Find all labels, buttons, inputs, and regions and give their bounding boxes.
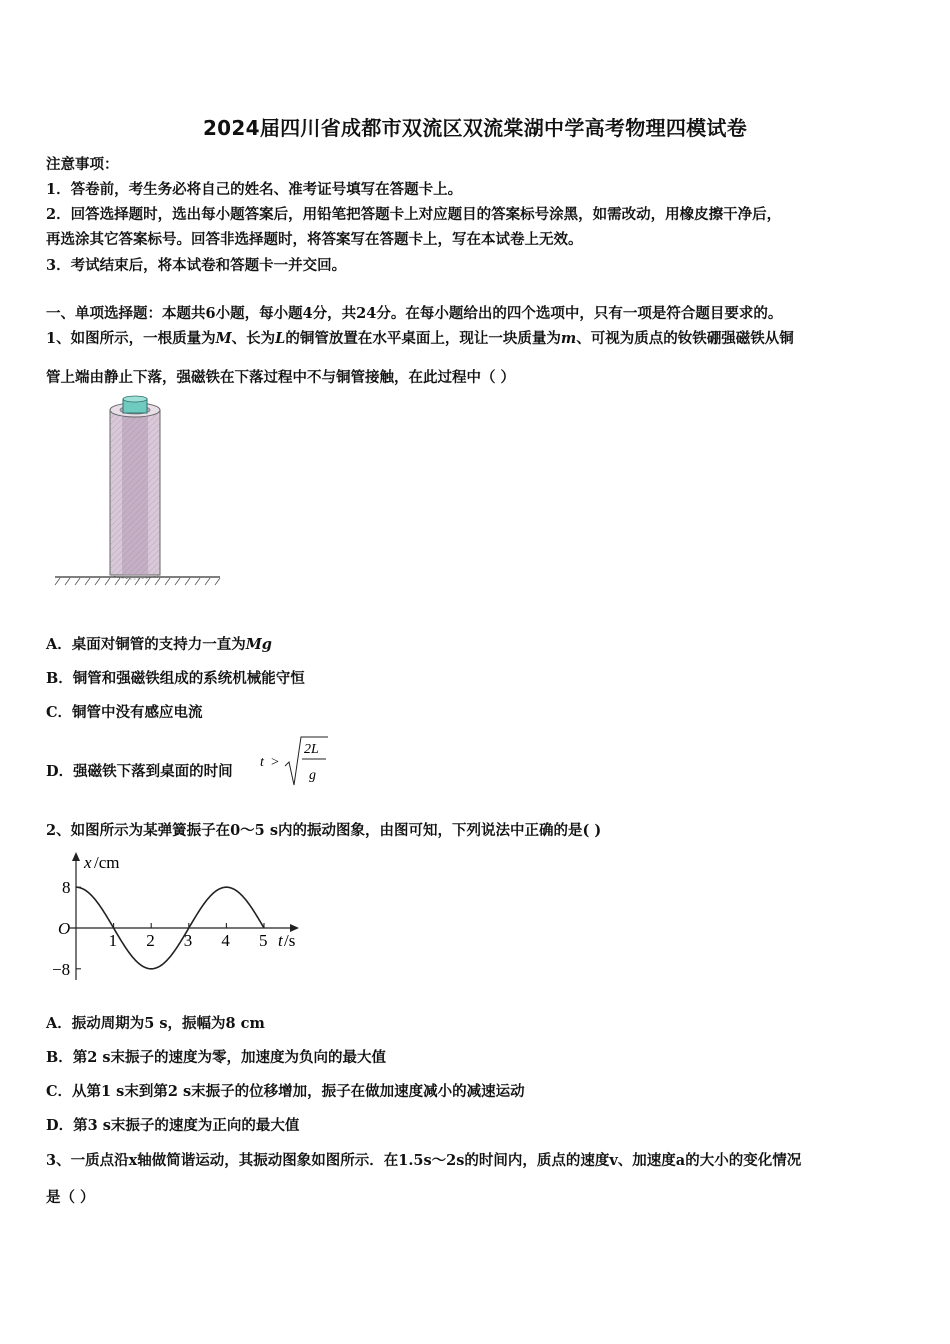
x-tick-label: 2	[146, 931, 155, 950]
notice-item-3: 3．考试结束后，将本试卷和答题卡一并交回。	[46, 257, 347, 274]
notice-item-2: 2．回答选择题时，选出每小题答案后，用铅笔把答题卡上对应题目的答案标号涂黑，如需改动，用橡皮擦干净后，	[46, 206, 782, 223]
y-axis-arrow	[72, 852, 80, 861]
x-tick-label: 3	[183, 931, 193, 950]
oscillation-chart	[40, 848, 315, 990]
y-axis-var: x	[84, 853, 92, 872]
q1-option-a: A．桌面对铜管的支持力一直为Mg	[46, 636, 272, 653]
x-tick-label: 5	[259, 931, 268, 950]
q1-option-d: D．强磁铁下落到桌面的时间	[46, 763, 233, 780]
exam-title: 2024届四川省成都市双流区双流棠湖中学高考物理四模试卷	[202, 116, 748, 140]
q2-stem: 2、如图所示为某弹簧振子在0～5 s内的振动图象，由图可知，下列说法中正确的是( )	[46, 822, 602, 839]
copper-tube-figure	[50, 395, 225, 595]
section-heading: 一、单项选择题：本题共6小题，每小题4分，共24分。在每小题给出的四个选项中，只有一项是符合题目要求的。	[46, 305, 783, 322]
notice-heading: 注意事项：	[46, 156, 119, 173]
x-axis-unit: /s	[284, 931, 296, 950]
q2-option-a: A．振动周期为5 s，振幅为8 cm	[46, 1015, 265, 1032]
x-tick-label: 4	[221, 931, 230, 950]
q3-stem-line2: 是（ ）	[46, 1189, 95, 1206]
svg-text:g: g	[309, 768, 316, 783]
x-axis-var: t	[278, 931, 283, 950]
y-tick-label: −8	[52, 959, 71, 979]
y-axis-unit: /cm	[94, 853, 120, 872]
notice-item-2-cont: 再选涂其它答案标号。回答非选择题时，将答案写在答题卡上，写在本试卷上无效。	[46, 231, 583, 248]
q1-option-c: C．铜管中没有感应电流	[46, 704, 203, 721]
svg-text:2L: 2L	[304, 742, 319, 757]
q2-option-c: C．从第1 s末到第2 s末振子的位移增加，振子在做加速度减小的减速运动	[46, 1083, 525, 1100]
q1-stem-line2: 管上端由静止下落，强磁铁在下落过程中不与铜管接触，在此过程中（ ）	[46, 369, 516, 386]
q2-option-d: D．第3 s末振子的速度为正向的最大值	[46, 1117, 300, 1134]
svg-text:>: >	[271, 755, 279, 770]
x-tick-label: 1	[108, 931, 118, 950]
origin-label: O	[58, 919, 71, 938]
q3-stem-line1: 3、一质点沿x轴做简谐运动，其振动图象如图所示．在1.5s～2s的时间内，质点的速度v、加速度a的大小的变化情况	[46, 1152, 802, 1169]
notice-item-1: 1．答卷前，考生务必将自己的姓名、准考证号填写在答题卡上。	[46, 181, 463, 198]
q1-stem-line1: 1、如图所示，一根质量为M、长为L的铜管放置在水平桌面上，现让一块质量为m、可视为质点的钕铁硼强磁铁从铜	[46, 330, 794, 347]
q2-option-b: B．第2 s末振子的速度为零，加速度为负向的最大值	[46, 1049, 387, 1066]
y-tick-label: 8	[62, 878, 71, 898]
svg-text:t: t	[260, 755, 264, 770]
time-inequality-formula	[256, 733, 331, 789]
q1-option-b: B．铜管和强磁铁组成的系统机械能守恒	[46, 670, 305, 687]
